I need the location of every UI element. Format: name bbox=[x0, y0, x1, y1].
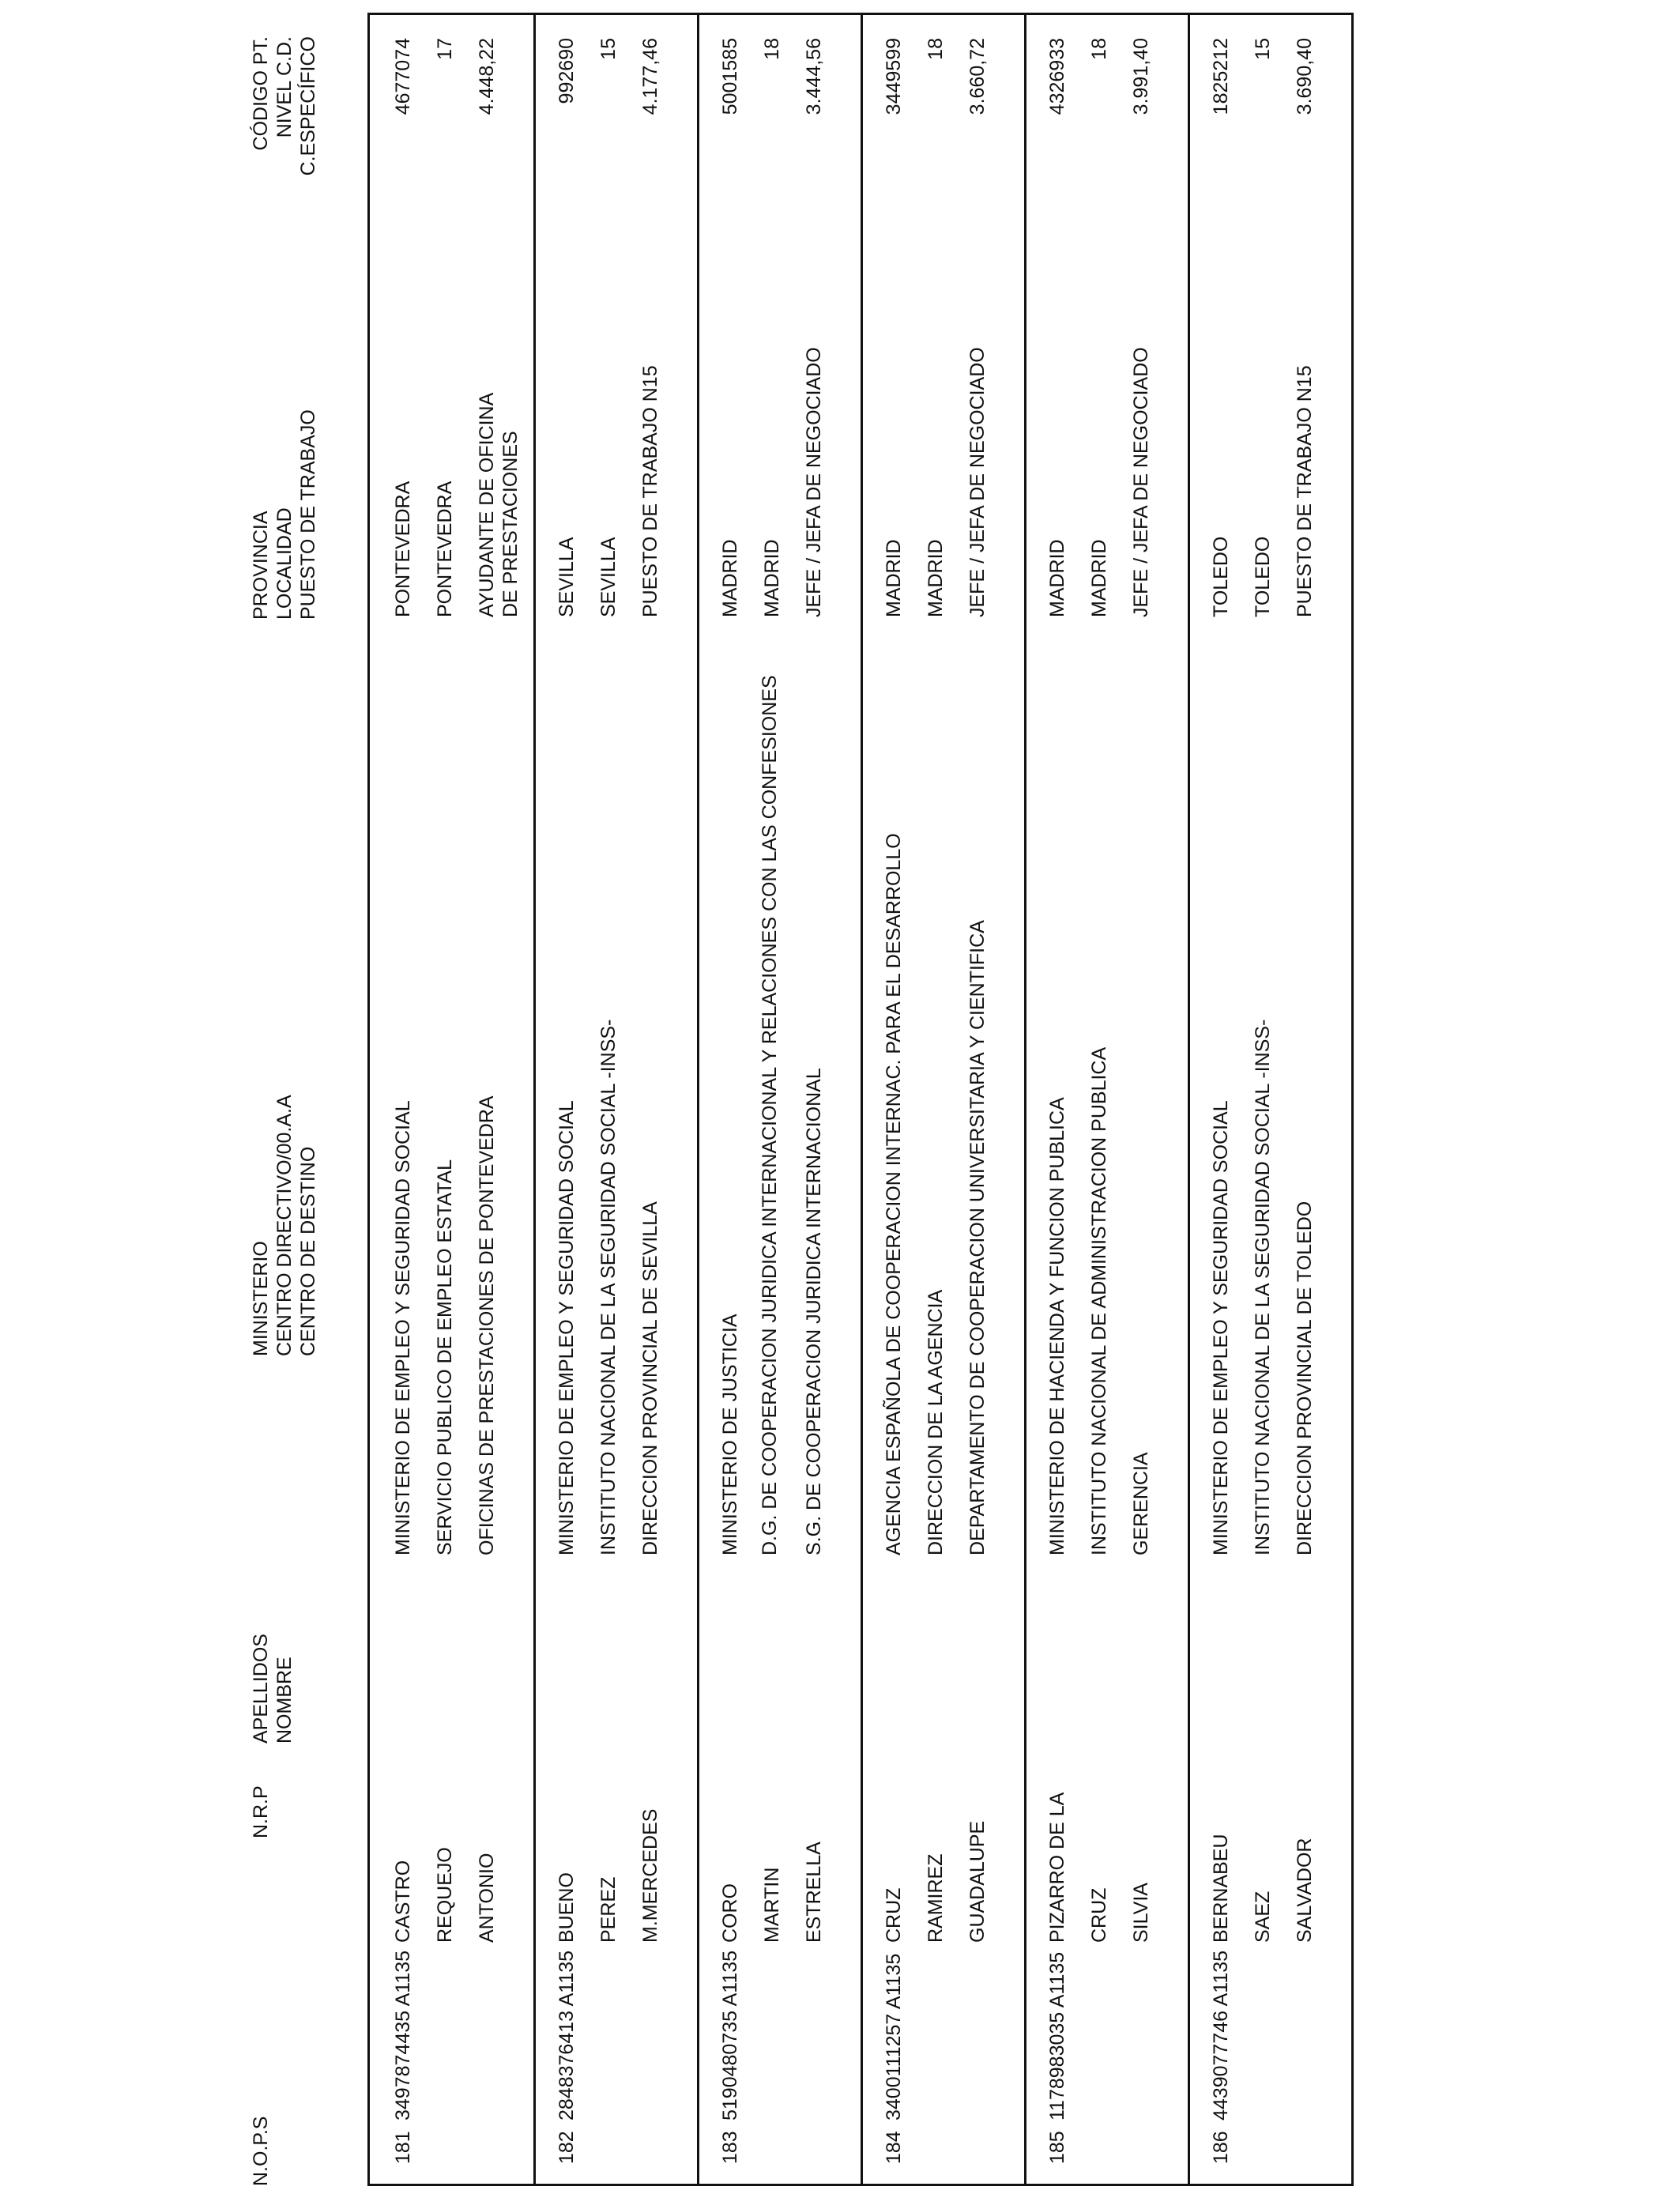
record-row bbox=[697, 15, 861, 2184]
record-row bbox=[1024, 15, 1188, 2184]
nrp-cell: 1178983035 A1135 bbox=[1046, 1951, 1068, 2120]
header-nrp: N.R.P bbox=[250, 1785, 272, 1838]
centro-destino-cell: GERENCIA bbox=[1130, 1452, 1152, 1555]
codigo-cell: 3449599 bbox=[883, 38, 905, 115]
record-row bbox=[533, 15, 697, 2184]
nops-cell: 185 bbox=[1046, 2131, 1068, 2164]
surname2-cell: MARTIN bbox=[761, 1867, 783, 1943]
header-especifico: C.ESPECÍFICO bbox=[297, 36, 319, 176]
centro-directivo-cell: INSTITUTO NACIONAL DE ADMINISTRACION PUBLICA bbox=[1088, 1046, 1110, 1555]
centro-destino-cell: S.G. DE COOPERACION JURIDICA INTERNACIONAL bbox=[803, 1068, 825, 1555]
codigo-cell: 992690 bbox=[556, 38, 578, 104]
localidad-cell: MADRID bbox=[1088, 539, 1110, 617]
surname2-cell: CRUZ bbox=[1088, 1887, 1110, 1943]
centro-destino-cell: DIRECCION PROVINCIAL DE TOLEDO bbox=[1294, 1201, 1316, 1555]
puesto-cell: JEFE / JEFA DE NEGOCIADO bbox=[803, 347, 825, 617]
surname2-cell: RAMIREZ bbox=[925, 1853, 947, 1943]
ministerio-cell: MINISTERIO DE EMPLEO Y SEGURIDAD SOCIAL bbox=[556, 1100, 578, 1555]
surname1-cell: CASTRO bbox=[392, 1860, 414, 1943]
nivel-cell: 18 bbox=[1088, 38, 1110, 60]
nivel-cell: 15 bbox=[597, 38, 620, 60]
nrp-cell: 4439077746 A1135 bbox=[1210, 1950, 1232, 2120]
surname1-cell: CORO bbox=[719, 1883, 741, 1943]
especifico-cell: 3.991,40 bbox=[1130, 38, 1152, 115]
name-cell: GUADALUPE bbox=[966, 1820, 989, 1943]
nivel-cell: 18 bbox=[761, 38, 783, 60]
nops-cell: 184 bbox=[883, 2131, 905, 2164]
header-localidad: LOCALIDAD bbox=[273, 507, 296, 620]
especifico-cell: 3.444,56 bbox=[803, 38, 825, 115]
provincia-cell: PONTEVEDRA bbox=[392, 481, 414, 617]
puesto-cell: AYUDANTE DE OFICINA DE PRESTACIONES bbox=[476, 394, 522, 617]
codigo-cell: 1825212 bbox=[1210, 38, 1232, 115]
puesto-cell: JEFE / JEFA DE NEGOCIADO bbox=[966, 347, 989, 617]
especifico-cell: 4.448,22 bbox=[476, 38, 498, 115]
puesto-cell: PUESTO DE TRABAJO N15 bbox=[639, 365, 661, 617]
column-headers bbox=[249, 0, 344, 2194]
nops-cell: 182 bbox=[556, 2131, 578, 2164]
nivel-cell: 15 bbox=[1252, 38, 1274, 60]
provincia-cell: SEVILLA bbox=[556, 537, 578, 617]
centro-directivo-cell: DIRECCION DE LA AGENCIA bbox=[925, 1289, 947, 1555]
nops-cell: 183 bbox=[719, 2131, 741, 2164]
header-nivel: NIVEL C.D. bbox=[273, 36, 296, 138]
header-puesto: PUESTO DE TRABAJO bbox=[297, 409, 319, 620]
surname1-cell: BERNABEU bbox=[1210, 1834, 1232, 1943]
header-apellidos: APELLIDOS bbox=[250, 1634, 272, 1744]
codigo-cell: 5001585 bbox=[719, 38, 741, 115]
nrp-cell: 5190480735 A1135 bbox=[719, 1950, 741, 2120]
nivel-cell: 17 bbox=[434, 38, 456, 60]
surname2-cell: SAEZ bbox=[1252, 1891, 1274, 1943]
centro-directivo-cell: D.G. DE COOPERACION JURIDICA INTERNACIONAL Y RELACIONES CON LAS CONFESIONES bbox=[759, 675, 781, 1555]
provincia-cell: TOLEDO bbox=[1210, 536, 1232, 617]
ministerio-cell: AGENCIA ESPAÑOLA DE COOPERACION INTERNAC. PARA EL DESARROLLO bbox=[883, 833, 905, 1555]
codigo-cell: 4677074 bbox=[392, 38, 414, 115]
provincia-cell: MADRID bbox=[1046, 539, 1068, 617]
records-table bbox=[367, 13, 1354, 2186]
centro-directivo-cell: INSTITUTO NACIONAL DE LA SEGURIDAD SOCIAL -INSS- bbox=[1252, 1019, 1274, 1555]
centro-destino-cell: OFICINAS DE PRESTACIONES DE PONTEVEDRA bbox=[476, 1095, 498, 1555]
header-ministerio: MINISTERIO bbox=[250, 1241, 272, 1356]
localidad-cell: PONTEVEDRA bbox=[434, 481, 456, 617]
localidad-cell: TOLEDO bbox=[1252, 536, 1274, 617]
localidad-cell: SEVILLA bbox=[597, 537, 620, 617]
puesto-cell: JEFE / JEFA DE NEGOCIADO bbox=[1130, 347, 1152, 617]
record-row bbox=[370, 15, 533, 2184]
header-provincia: PROVINCIA bbox=[250, 511, 272, 620]
localidad-cell: MADRID bbox=[925, 539, 947, 617]
especifico-cell: 4.177,46 bbox=[639, 38, 661, 115]
centro-destino-cell: DEPARTAMENTO DE COOPERACION UNIVERSITARIA Y CIENTIFICA bbox=[966, 920, 989, 1555]
surname2-cell: REQUEJO bbox=[434, 1847, 456, 1943]
nrp-cell: 2848376413 A1135 bbox=[556, 1950, 578, 2120]
ministerio-cell: MINISTERIO DE EMPLEO Y SEGURIDAD SOCIAL bbox=[1210, 1100, 1232, 1555]
name-cell: SILVIA bbox=[1130, 1883, 1152, 1943]
header-centro-directivo: CENTRO DIRECTIVO/00.A.A bbox=[273, 1095, 296, 1356]
name-cell: ESTRELLA bbox=[803, 1842, 825, 1943]
codigo-cell: 4326933 bbox=[1046, 38, 1068, 115]
centro-directivo-cell: INSTITUTO NACIONAL DE LA SEGURIDAD SOCIAL -INSS- bbox=[597, 1019, 620, 1555]
nrp-cell: 3400111257 A1135 bbox=[883, 1953, 905, 2120]
nivel-cell: 18 bbox=[925, 38, 947, 60]
header-nombre: NOMBRE bbox=[273, 1657, 296, 1744]
provincia-cell: MADRID bbox=[719, 539, 741, 617]
ministerio-cell: MINISTERIO DE EMPLEO Y SEGURIDAD SOCIAL bbox=[392, 1100, 414, 1555]
especifico-cell: 3.690,40 bbox=[1294, 38, 1316, 115]
surname1-cell: CRUZ bbox=[883, 1887, 905, 1943]
header-centro-destino: CENTRO DE DESTINO bbox=[297, 1146, 319, 1356]
nops-cell: 181 bbox=[392, 2131, 414, 2164]
centro-directivo-cell: SERVICIO PUBLICO DE EMPLEO ESTATAL bbox=[434, 1159, 456, 1555]
ministerio-cell: MINISTERIO DE HACIENDA Y FUNCION PUBLICA bbox=[1046, 1097, 1068, 1555]
surname1-cell: PIZARRO DE LA bbox=[1046, 1792, 1068, 1943]
localidad-cell: MADRID bbox=[761, 539, 783, 617]
record-row bbox=[861, 15, 1024, 2184]
centro-destino-cell: DIRECCION PROVINCIAL DE SEVILLA bbox=[639, 1201, 661, 1555]
header-codigo: CÓDIGO PT. bbox=[250, 36, 272, 151]
nops-cell: 186 bbox=[1210, 2131, 1232, 2164]
especifico-cell: 3.660,72 bbox=[966, 38, 989, 115]
name-cell: ANTONIO bbox=[476, 1853, 498, 1943]
name-cell: SALVADOR bbox=[1294, 1838, 1316, 1943]
header-nops: N.O.P.S bbox=[250, 2116, 272, 2186]
record-row bbox=[1188, 15, 1351, 2184]
puesto-cell: PUESTO DE TRABAJO N15 bbox=[1294, 365, 1316, 617]
ministerio-cell: MINISTERIO DE JUSTICIA bbox=[719, 1314, 741, 1555]
surname1-cell: BUENO bbox=[556, 1872, 578, 1943]
nrp-cell: 3497874435 A1135 bbox=[392, 1950, 414, 2120]
name-cell: M.MERCEDES bbox=[639, 1808, 661, 1943]
surname2-cell: PEREZ bbox=[597, 1876, 620, 1943]
provincia-cell: MADRID bbox=[883, 539, 905, 617]
